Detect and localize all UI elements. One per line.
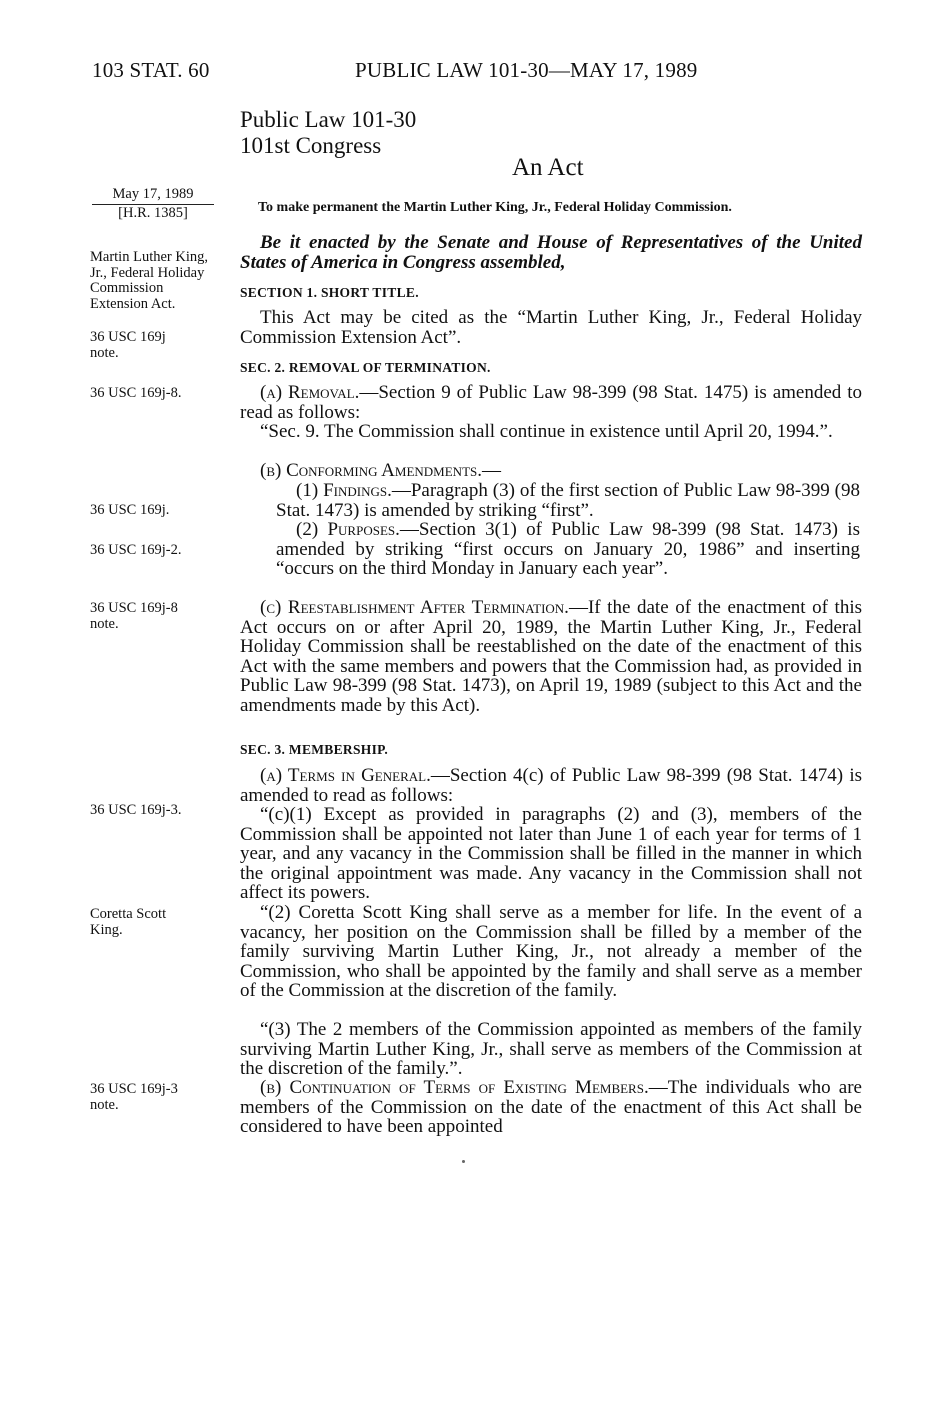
- scan-speck: [462, 1160, 465, 1163]
- section-2b1-label: (1) Findings.: [296, 480, 392, 501]
- cite-reestablishment: 36 USC 169j-8 note.: [90, 600, 178, 632]
- public-law-number: Public Law 101-30: [240, 107, 417, 132]
- section-2a-text: —Section 9 of Public Law 98-399 (98 Stat. 1475) is amended to read as follows:: [240, 382, 862, 423]
- congress-label: 101st Congress: [240, 133, 382, 158]
- cite-terms: 36 USC 169j-3.: [90, 802, 182, 818]
- cite-continuation: 36 USC 169j-3 note.: [90, 1081, 178, 1113]
- section-3-c2-text: “(2) Coretta Scott King shall serve as a member for life. In the event of a vacancy, her position on the Commission shall be filled by a member of the family surviving Martin Luther King, Jr., not already a member of the Commission, who shall be appointed by the family and shall serve as a member of the Commission at the discretion of the family.: [240, 902, 862, 1001]
- section-3a-paragraph: [240, 766, 862, 805]
- coretta-king-note: Coretta Scott King.: [90, 906, 167, 938]
- bill-number: [H.R. 1385]: [92, 204, 214, 222]
- section-2a-quote: “Sec. 9. The Commission shall continue in existence until April 20, 1994.”.: [260, 421, 833, 442]
- section-2c-label: (c) Reestablishment After Termination.: [260, 597, 569, 618]
- section-1-text: This Act may be cited as the “Martin Luther King, Jr., Federal Holiday Commission Extension Act”.: [240, 307, 862, 348]
- section-1-heading: SECTION 1. SHORT TITLE.: [240, 285, 419, 300]
- section-2b-dash: —: [482, 460, 501, 481]
- section-2b2-text: —Section 3(1) of Public Law 98-399 (98 Stat. 1473) is amended by striking “first occurs on January 20, 1986” and inserting “occurs on the third Monday in January each year”.: [276, 519, 860, 579]
- section-2c-paragraph: [240, 598, 862, 715]
- cite-removal: 36 USC 169j-8.: [90, 385, 182, 401]
- cite-findings: 36 USC 169j.: [90, 502, 170, 518]
- enactment-date: May 17, 1989: [112, 186, 194, 202]
- section-3-c3-text: “(3) The 2 members of the Commission appointed as members of the family surviving Martin Luther King, Jr., shall serve as members of the Commission at the discretion of the family.”.: [240, 1019, 862, 1079]
- section-2a-paragraph: [240, 383, 862, 422]
- section-3b-paragraph: [240, 1078, 862, 1137]
- section-3b-text: —The individuals who are members of the Commission on the date of the enactment of this Act shall be considered to have been appointed: [240, 1077, 862, 1137]
- section-2c-text: —If the date of the enactment of this Act occurs on or after April 20, 1989, the Martin Luther King, Jr., Federal Holiday Commission shall be reestablished on the date of the enactment of this Act with the same members and powers that the Commission had, as provided in Public Law 98-399 (98 Stat. 1473), on April 19, 1989 (subject to this Act and the amendments made by this Act).: [240, 597, 863, 716]
- enacting-clause: Be it enacted by the Senate and House of Representatives of the United States of America in Congress assembled,: [240, 232, 862, 273]
- section-3b-label: (b) Continuation of Terms of Existing Members.: [260, 1077, 649, 1098]
- section-2b2-label: (2) Purposes.: [296, 519, 400, 540]
- section-2a-label: (a) Removal.: [260, 382, 360, 403]
- short-title-note: Martin Luther King, Jr., Federal Holiday Commission Extension Act.: [90, 249, 208, 312]
- short-title-cite: 36 USC 169j note.: [90, 329, 166, 361]
- section-3-c1-text: “(c)(1) Except as provided in paragraphs (2) and (3), members of the Commission shall be appointed not later than June 1 of each year for terms of 1 year, and any vacancy in the Commission shall be filled in the manner in which the original appointment was made. Any vacancy in the Commission shall not affect its powers.: [240, 804, 862, 903]
- section-2b-label: (b) Conforming Amendments.: [260, 460, 482, 481]
- act-purpose: To make permanent the Martin Luther King, Jr., Federal Holiday Commission.: [258, 200, 732, 215]
- section-2b1-text: —Paragraph (3) of the first section of Public Law 98-399 (98 Stat. 1473) is amended by striking “first”.: [276, 480, 860, 521]
- page-number: 103 STAT. 60: [92, 58, 210, 82]
- section-2b1-paragraph: [276, 481, 860, 520]
- an-act-heading: An Act: [512, 154, 584, 181]
- section-3a-text: —Section 4(c) of Public Law 98-399 (98 Stat. 1474) is amended to read as follows:: [240, 765, 862, 806]
- cite-purposes: 36 USC 169j-2.: [90, 542, 182, 558]
- section-2b2-paragraph: [276, 520, 860, 579]
- section-3-heading: SEC. 3. MEMBERSHIP.: [240, 742, 389, 757]
- section-3a-label: (a) Terms in General.: [260, 765, 431, 786]
- sidebar-date-block: [92, 186, 214, 222]
- section-2-heading: SEC. 2. REMOVAL OF TERMINATION.: [240, 360, 491, 375]
- running-title: PUBLIC LAW 101-30—MAY 17, 1989: [355, 58, 698, 82]
- section-2b-paragraph: [260, 461, 860, 481]
